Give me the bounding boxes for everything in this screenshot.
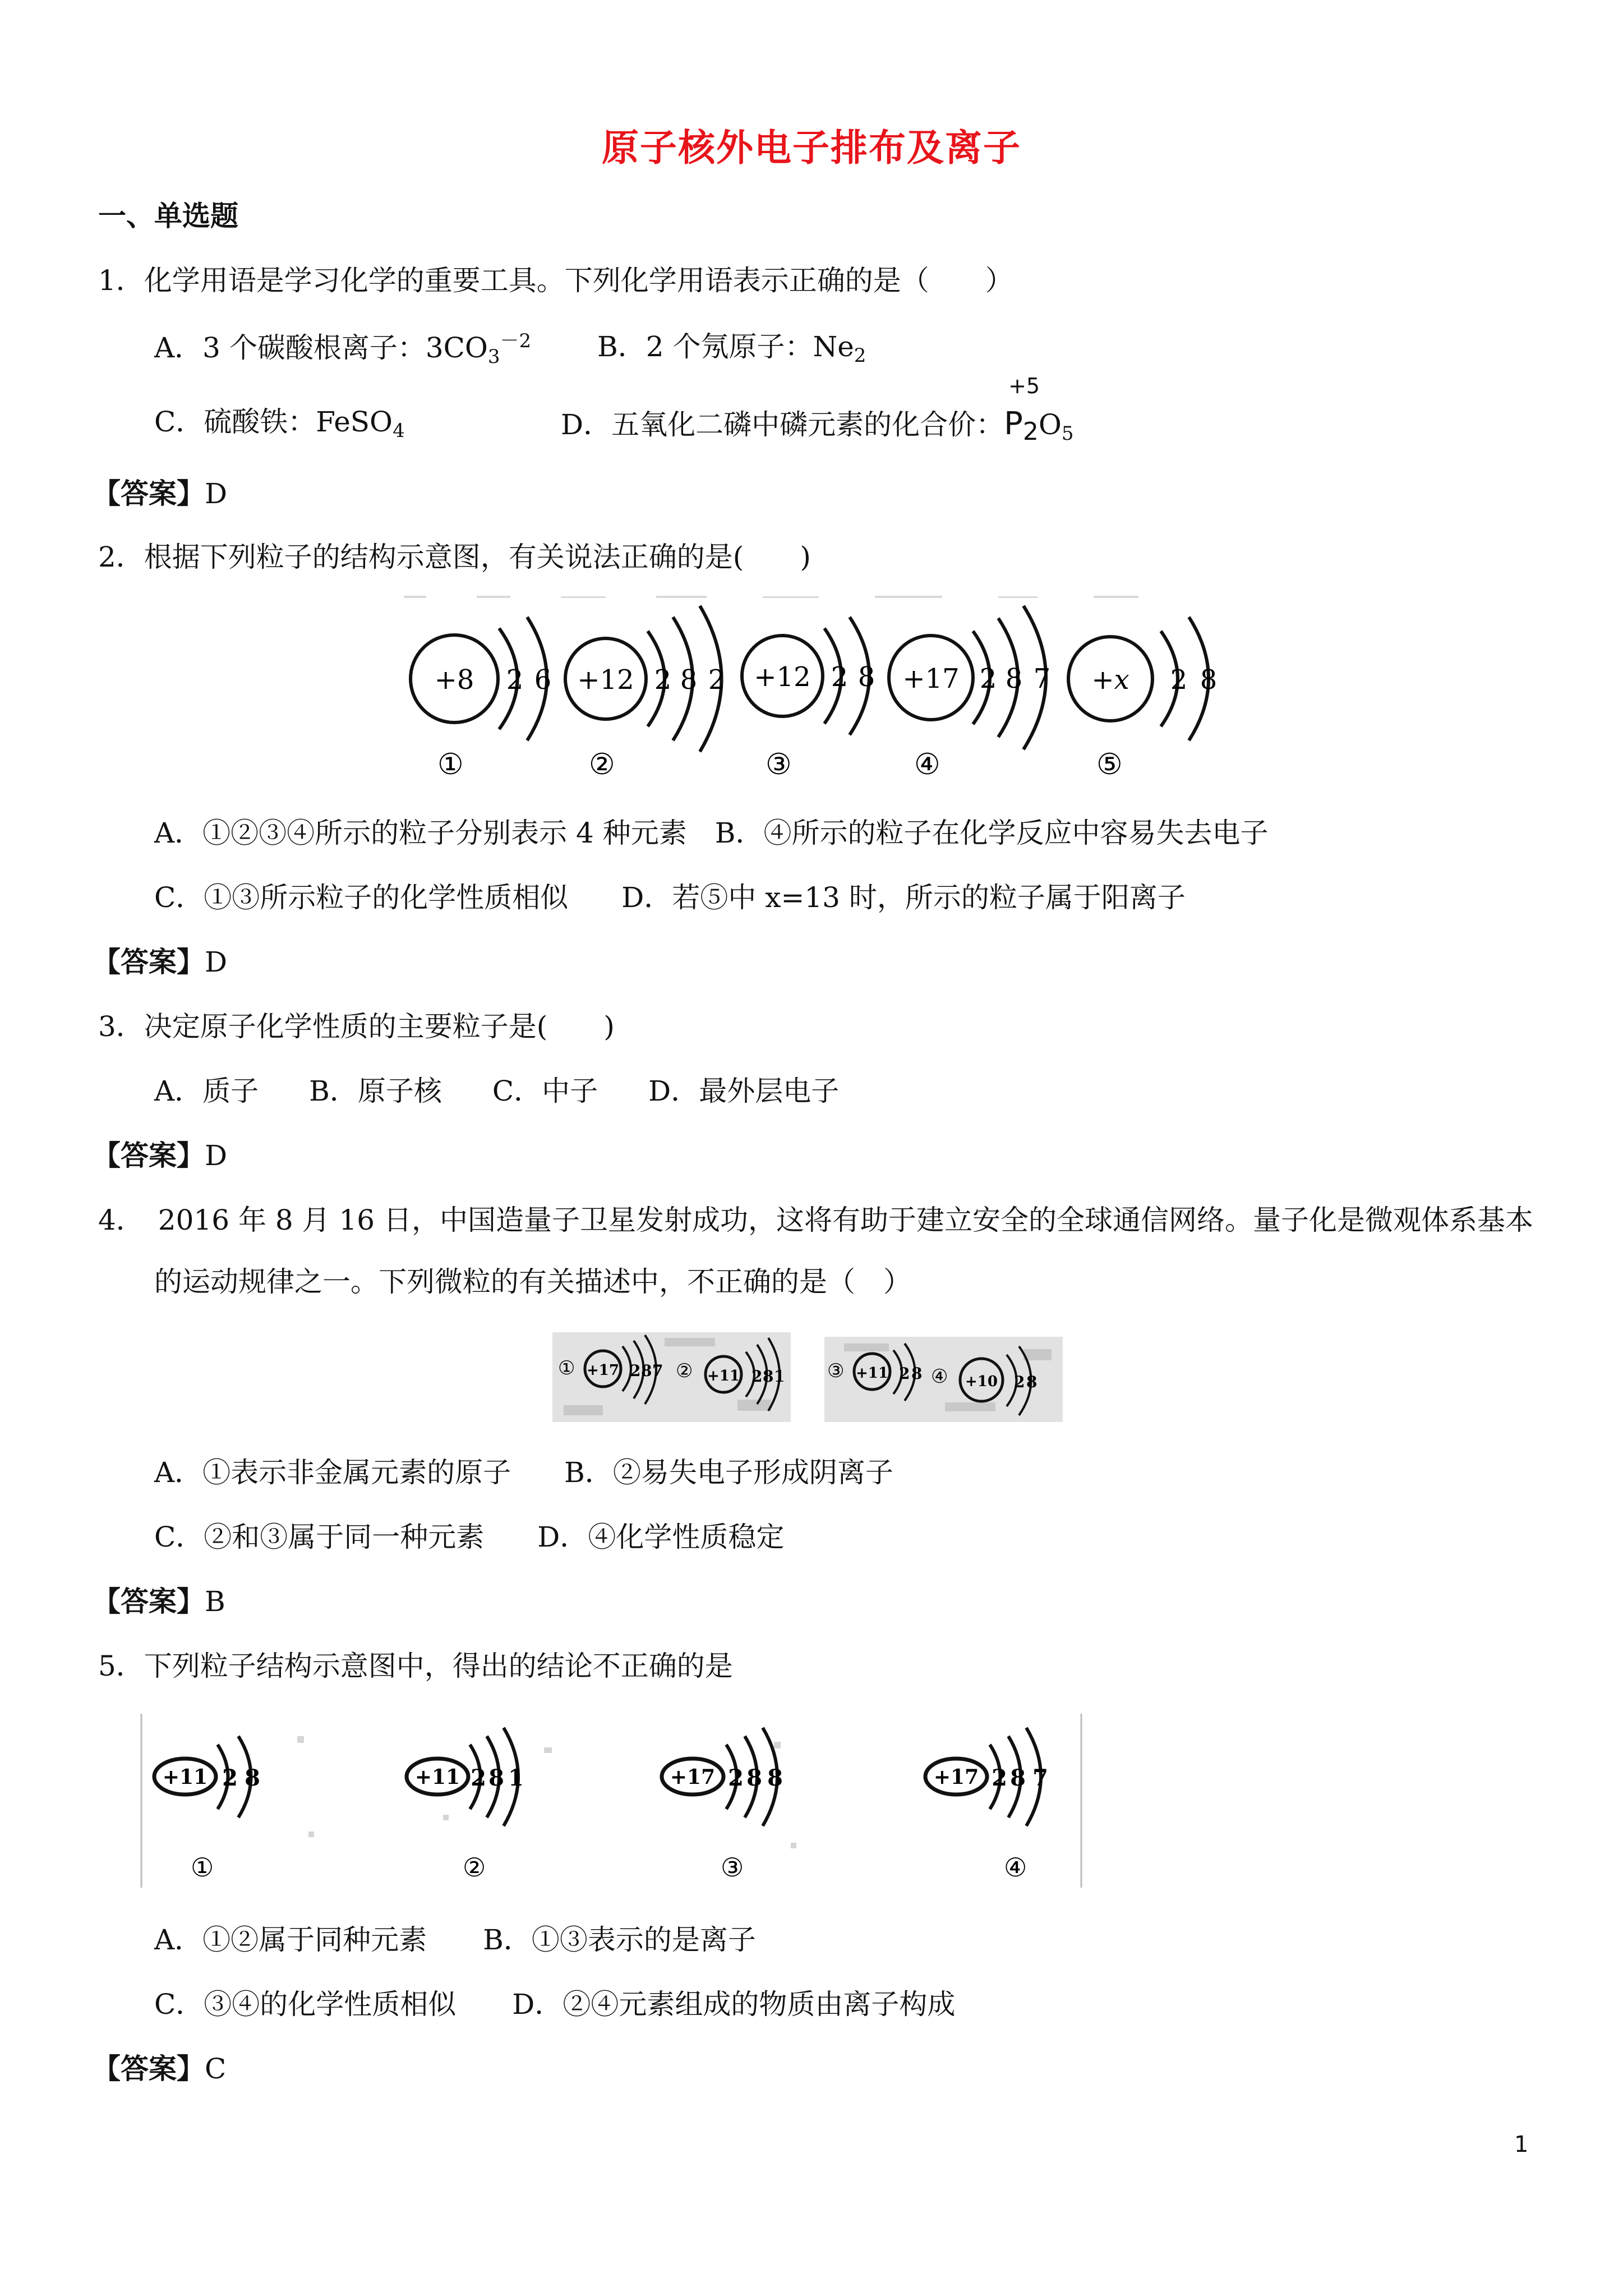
q4-atom-3-shell-2: 8 <box>911 1364 923 1383</box>
q2-atom-2-label: ② <box>589 748 615 781</box>
q2-options-row-2 <box>154 881 1186 914</box>
q5-atom-1-label: ① <box>191 1852 214 1883</box>
q5-option-a: A．①②属于同种元素 <box>154 1924 427 1956</box>
q4-atom-4-nucleus: +10 <box>965 1373 998 1390</box>
section-heading: 一、单选题 <box>98 199 238 232</box>
q4-stem-line-2: 的运动规律之一。下列微粒的有关描述中，不正确的是（ ） <box>154 1266 911 1298</box>
q1-answer <box>93 477 227 510</box>
q1-option-c-sub: 4 <box>393 420 405 442</box>
q2-atom-5-shell-1: 2 <box>1170 664 1188 696</box>
q2-atom-4 <box>889 606 1050 781</box>
q5-atom-4-label: ④ <box>1004 1852 1027 1883</box>
q2-atom-2 <box>565 606 725 781</box>
q5-answer-value: C <box>205 2053 227 2085</box>
q2-atom-4-shell-3: 7 <box>1033 663 1051 694</box>
q2-atom-2-shell-3: 2 <box>708 664 726 696</box>
q1-phosphorus-symbol: P <box>1004 406 1023 442</box>
q4-atom-1-nucleus: +17 <box>587 1362 619 1379</box>
q4-atom-4-shell-2: 8 <box>1026 1373 1038 1391</box>
q3-options <box>154 1074 839 1108</box>
q2-atom-3-shell-1: 2 <box>831 661 849 693</box>
q5-atom-3 <box>662 1728 783 1883</box>
q4-atom-3-nucleus: +11 <box>856 1365 888 1382</box>
q4-atom-2-shell-3: 1 <box>774 1367 785 1386</box>
q5-atom-3-label: ③ <box>721 1852 744 1883</box>
q2-atom-5 <box>1068 617 1217 781</box>
q5-atom-1-shell-1: 2 <box>222 1765 238 1791</box>
q5-option-b: B．①③表示的是离子 <box>483 1924 756 1956</box>
q4-atom-4-label: ④ <box>931 1365 948 1388</box>
q4-atom-2-nucleus: +11 <box>707 1368 740 1384</box>
q2-atom-1-shell-1: 2 <box>506 664 524 696</box>
q1-option-a <box>154 330 531 369</box>
q3-stem: 3．决定原子化学性质的主要粒子是( ) <box>98 1010 615 1043</box>
q5-atom-4-nucleus: +17 <box>933 1765 979 1789</box>
q2-atom-diagram-figure <box>393 595 1245 791</box>
q1-answer-value: D <box>205 477 228 510</box>
q4-atom-1-shell-1: 2 <box>630 1361 641 1380</box>
q4-atom-diagram-figure <box>552 1332 1068 1428</box>
q3-option-d: D．最外层电子 <box>648 1075 840 1107</box>
q5-atom-2-shell-3: 1 <box>508 1765 524 1791</box>
q4-atom-2-shell-2: 8 <box>763 1367 774 1386</box>
q5-option-d: D．②④元素组成的物质由离子构成 <box>512 1988 956 2021</box>
q5-atom-3-shell-2: 8 <box>746 1765 762 1791</box>
q3-option-b: B．原子核 <box>309 1075 442 1107</box>
q2-atom-4-nucleus: +17 <box>902 663 960 694</box>
q5-option-c: C．③④的化学性质相似 <box>154 1988 457 2021</box>
q5-atom-diagram-figure <box>140 1714 1082 1888</box>
page-number: 1 <box>1514 2132 1529 2157</box>
q5-atom-2-nucleus: +11 <box>414 1765 460 1789</box>
q1-option-a-sub: 3 <box>487 346 500 368</box>
q4-stem-line-1: 4． 2016 年 8 月 16 日，中国造量子卫星发射成功，这将有助于建立安全的全球通信网络。量子化是微观体系基本 <box>98 1204 1533 1236</box>
q2-atom-1-shell-2: 6 <box>534 664 552 696</box>
q5-atom-2-shell-1: 2 <box>471 1765 486 1791</box>
q1-option-a-text: A．3 个碳酸根离子：3CO <box>154 332 488 364</box>
q2-option-b: B．④所示的粒子在化学反应中容易失去电子 <box>714 817 1269 849</box>
q4-answer <box>93 1585 225 1618</box>
q5-atom-2-label: ② <box>463 1852 486 1883</box>
q2-atom-3-nucleus: +12 <box>754 661 811 693</box>
q4-atom-1-shell-2: 8 <box>641 1361 652 1380</box>
q1-answer-label: 【答案】 <box>93 477 205 510</box>
q5-atom-4-shell-2: 8 <box>1010 1765 1026 1791</box>
q5-atom-4-shell-3: 7 <box>1032 1765 1048 1791</box>
q5-atom-1-shell-2: 8 <box>245 1765 260 1791</box>
q3-answer-value: D <box>205 1139 228 1172</box>
q4-atom-2-shell-1: 2 <box>751 1367 763 1386</box>
q1-option-c-text: C．硫酸铁：FeSO <box>154 406 393 438</box>
q5-atom-1-nucleus: +11 <box>162 1765 208 1789</box>
q1-option-d-text: D．五氧化二磷中磷元素的化合价： <box>561 408 1004 441</box>
q5-options-row-1 <box>154 1923 756 1957</box>
q1-valence-formula <box>1004 374 1040 447</box>
q1-option-d <box>561 374 1074 447</box>
q2-stem: 2．根据下列粒子的结构示意图，有关说法正确的是( ) <box>98 541 811 573</box>
q5-atom-3-shell-1: 2 <box>728 1765 744 1791</box>
q2-answer-label: 【答案】 <box>93 945 205 978</box>
q5-atom-2 <box>407 1728 524 1883</box>
q2-atom-1-nucleus: +8 <box>434 664 474 696</box>
q4-option-d: D．④化学性质稳定 <box>537 1521 785 1553</box>
q2-atom-2-shell-2: 8 <box>680 664 698 696</box>
q3-option-c: C．中子 <box>492 1075 598 1107</box>
q2-atom-2-nucleus: +12 <box>577 664 634 696</box>
q2-atom-2-shell-1: 2 <box>654 664 672 696</box>
q4-option-c: C．②和③属于同一种元素 <box>154 1521 485 1553</box>
document-title: 原子核外电子排布及离子 <box>602 126 1021 169</box>
q1-oxygen-symbol: O <box>1038 408 1062 441</box>
q1-option-b-text: B．2 个氖原子：Ne <box>597 330 854 363</box>
q4-atom-1-label: ① <box>558 1357 575 1379</box>
q5-atom-3-shell-3: 8 <box>767 1765 783 1791</box>
q2-options-row-1 <box>154 816 1268 850</box>
q2-atom-5-label: ⑤ <box>1096 748 1123 781</box>
q4-options-row-2 <box>154 1520 784 1554</box>
q5-atom-2-shell-2: 8 <box>488 1765 504 1791</box>
q2-answer-value: D <box>205 946 228 978</box>
q1-option-c <box>154 405 405 443</box>
q2-atom-3-shell-2: 8 <box>857 661 875 693</box>
q4-atom-3-label: ③ <box>827 1360 845 1382</box>
q2-atom-5-nucleus: +x <box>1091 664 1129 696</box>
q4-atom-4-shell-1: 2 <box>1014 1373 1025 1391</box>
q2-option-a: A．①②③④所示的粒子分别表示 4 种元素 <box>154 817 687 849</box>
q2-atom-3 <box>742 617 875 781</box>
q5-atom-1 <box>154 1736 260 1883</box>
q4-atom-3-shell-1: 2 <box>899 1364 910 1383</box>
q1-stem: 1．化学用语是学习化学的重要工具。下列化学用语表示正确的是（ ） <box>98 264 1013 297</box>
q2-atom-1 <box>411 617 551 781</box>
q1-valence-mark: +5 <box>1008 374 1040 398</box>
q5-stem: 5．下列粒子结构示意图中，得出的结论不正确的是 <box>98 1650 733 1682</box>
q1-option-b <box>597 330 866 367</box>
q5-atom-4-shell-1: 2 <box>992 1765 1007 1791</box>
q4-options-row-1 <box>154 1456 893 1489</box>
q5-options-row-2 <box>154 1987 955 2021</box>
q1-option-a-sup: －2 <box>500 330 532 352</box>
q5-answer-label: 【答案】 <box>93 2052 205 2085</box>
q5-atom-4 <box>925 1728 1048 1883</box>
q2-atom-1-label: ① <box>437 748 464 781</box>
q4-answer-value: B <box>205 1585 225 1618</box>
q2-atom-3-label: ③ <box>766 748 792 781</box>
q1-oxygen-sub: 5 <box>1061 422 1074 445</box>
q3-answer-label: 【答案】 <box>93 1139 205 1172</box>
q2-answer <box>93 945 227 979</box>
q1-option-b-sub: 2 <box>854 344 866 367</box>
q1-phosphorus-sub: 2 <box>1022 417 1039 446</box>
q2-atom-4-shell-1: 2 <box>979 663 997 694</box>
q4-answer-label: 【答案】 <box>93 1585 205 1618</box>
q3-answer <box>93 1139 227 1172</box>
q4-atom-1-shell-3: 7 <box>652 1361 663 1380</box>
q2-option-c: C．①③所示粒子的化学性质相似 <box>154 881 569 914</box>
q2-atom-4-label: ④ <box>914 748 940 781</box>
q5-atom-3-nucleus: +17 <box>670 1765 716 1789</box>
q3-option-a: A．质子 <box>154 1075 259 1107</box>
q2-atom-5-shell-2: 8 <box>1200 664 1218 696</box>
q4-atom-2-label: ② <box>676 1360 693 1382</box>
q4-option-b: B．②易失电子形成阴离子 <box>564 1456 893 1489</box>
q4-option-a: A．①表示非金属元素的原子 <box>154 1456 511 1489</box>
q5-answer <box>93 2052 226 2086</box>
q2-atom-4-shell-2: 8 <box>1005 663 1023 694</box>
q2-option-d: D．若⑤中 x=13 时，所示的粒子属于阳离子 <box>621 881 1186 914</box>
